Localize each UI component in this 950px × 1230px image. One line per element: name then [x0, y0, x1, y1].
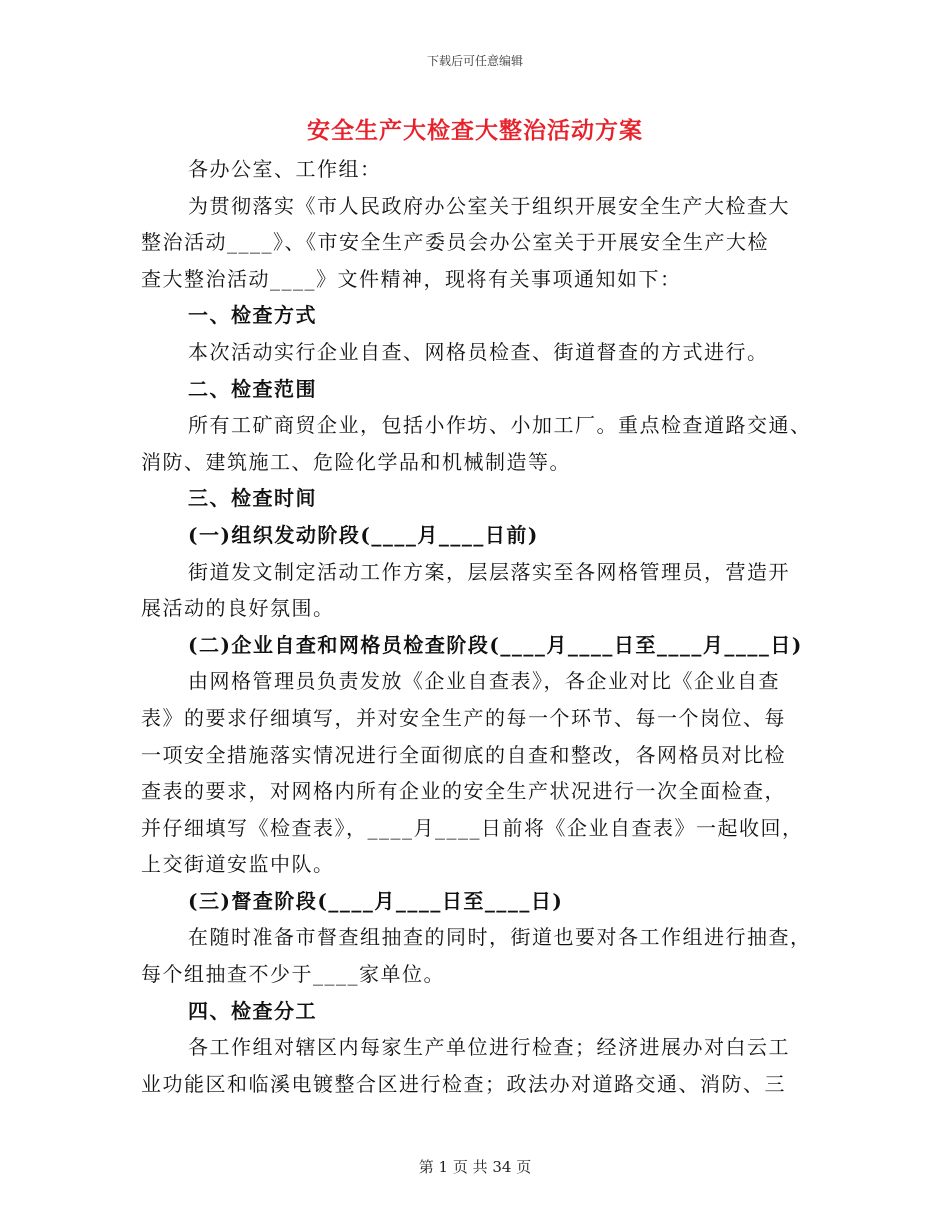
- paragraph-line: 在随时准备市督查组抽查的同时，街道也要对各工作组进行抽查，: [188, 925, 812, 950]
- paragraph-line: 上交街道安监中队。: [141, 852, 335, 877]
- paragraph-line: 街道发文制定活动工作方案，层层落实至各网格管理员，营造开: [188, 559, 790, 584]
- section-heading: 四、检查分工: [188, 998, 317, 1023]
- paragraph-line: 展活动的良好氛围。: [141, 596, 335, 621]
- paragraph-line: 所有工矿商贸企业，包括小作坊、小加工厂。重点检查道路交通、: [188, 413, 812, 438]
- page-number-footer: 第 1 页 共 34 页: [418, 1158, 532, 1176]
- subsection-heading: (三)督查阶段(____月____日至____日): [188, 888, 564, 913]
- paragraph-line: 由网格管理员负责发放《企业自查表》，各企业对比《企业自查: [188, 669, 780, 694]
- paragraph-line: 并仔细填写《检查表》，____月____日前将《企业自查表》一起收回，: [141, 815, 804, 840]
- paragraph-line: 为贯彻落实《市人民政府办公室关于组织开展安全生产大检查大: [188, 193, 790, 218]
- paragraph-line: 本次活动实行企业自查、网格员检查、街道督查的方式进行。: [188, 339, 769, 364]
- paragraph-line: 各工作组对辖区内每家生产单位进行检查；经济进展办对白云工: [188, 1035, 790, 1060]
- paragraph-line: 业功能区和临溪电镀整合区进行检查；政法办对道路交通、消防、三: [141, 1071, 786, 1096]
- paragraph-line: 查大整治活动____》文件精神，现将有关事项通知如下：: [141, 266, 682, 291]
- section-heading: 二、检查范围: [188, 376, 317, 401]
- document-body: [141, 151, 811, 1102]
- paragraph-line: 查表的要求，对网格内所有企业的安全生产状况进行一次全面检查，: [141, 779, 786, 804]
- paragraph-line: 一项安全措施落实情况进行全面彻底的自查和整改，各网格员对比检: [141, 742, 786, 767]
- paragraph-line: 每个组抽查不少于____家单位。: [141, 962, 445, 987]
- paragraph-line: 表》的要求仔细填写，并对安全生产的每一个环节、每一个岗位、每: [141, 705, 786, 730]
- salutation-line: 各办公室、工作组：: [188, 157, 382, 181]
- paragraph-line: 消防、建筑施工、危险化学品和机械制造等。: [141, 449, 571, 474]
- header-note: 下载后可任意编辑: [426, 54, 523, 68]
- section-heading: 三、检查时间: [188, 486, 317, 511]
- subsection-heading: (一)组织发动阶段(____月____日前): [188, 522, 539, 547]
- section-heading: 一、检查方式: [188, 303, 317, 328]
- paragraph-line: 整治活动____》、《市安全生产委员会办公室关于开展安全生产大检: [141, 230, 769, 255]
- document-title: 安全生产大检查大整治活动方案: [307, 117, 643, 144]
- subsection-heading: (二)企业自查和网格员检查阶段(____月____日至____月____日): [188, 632, 803, 657]
